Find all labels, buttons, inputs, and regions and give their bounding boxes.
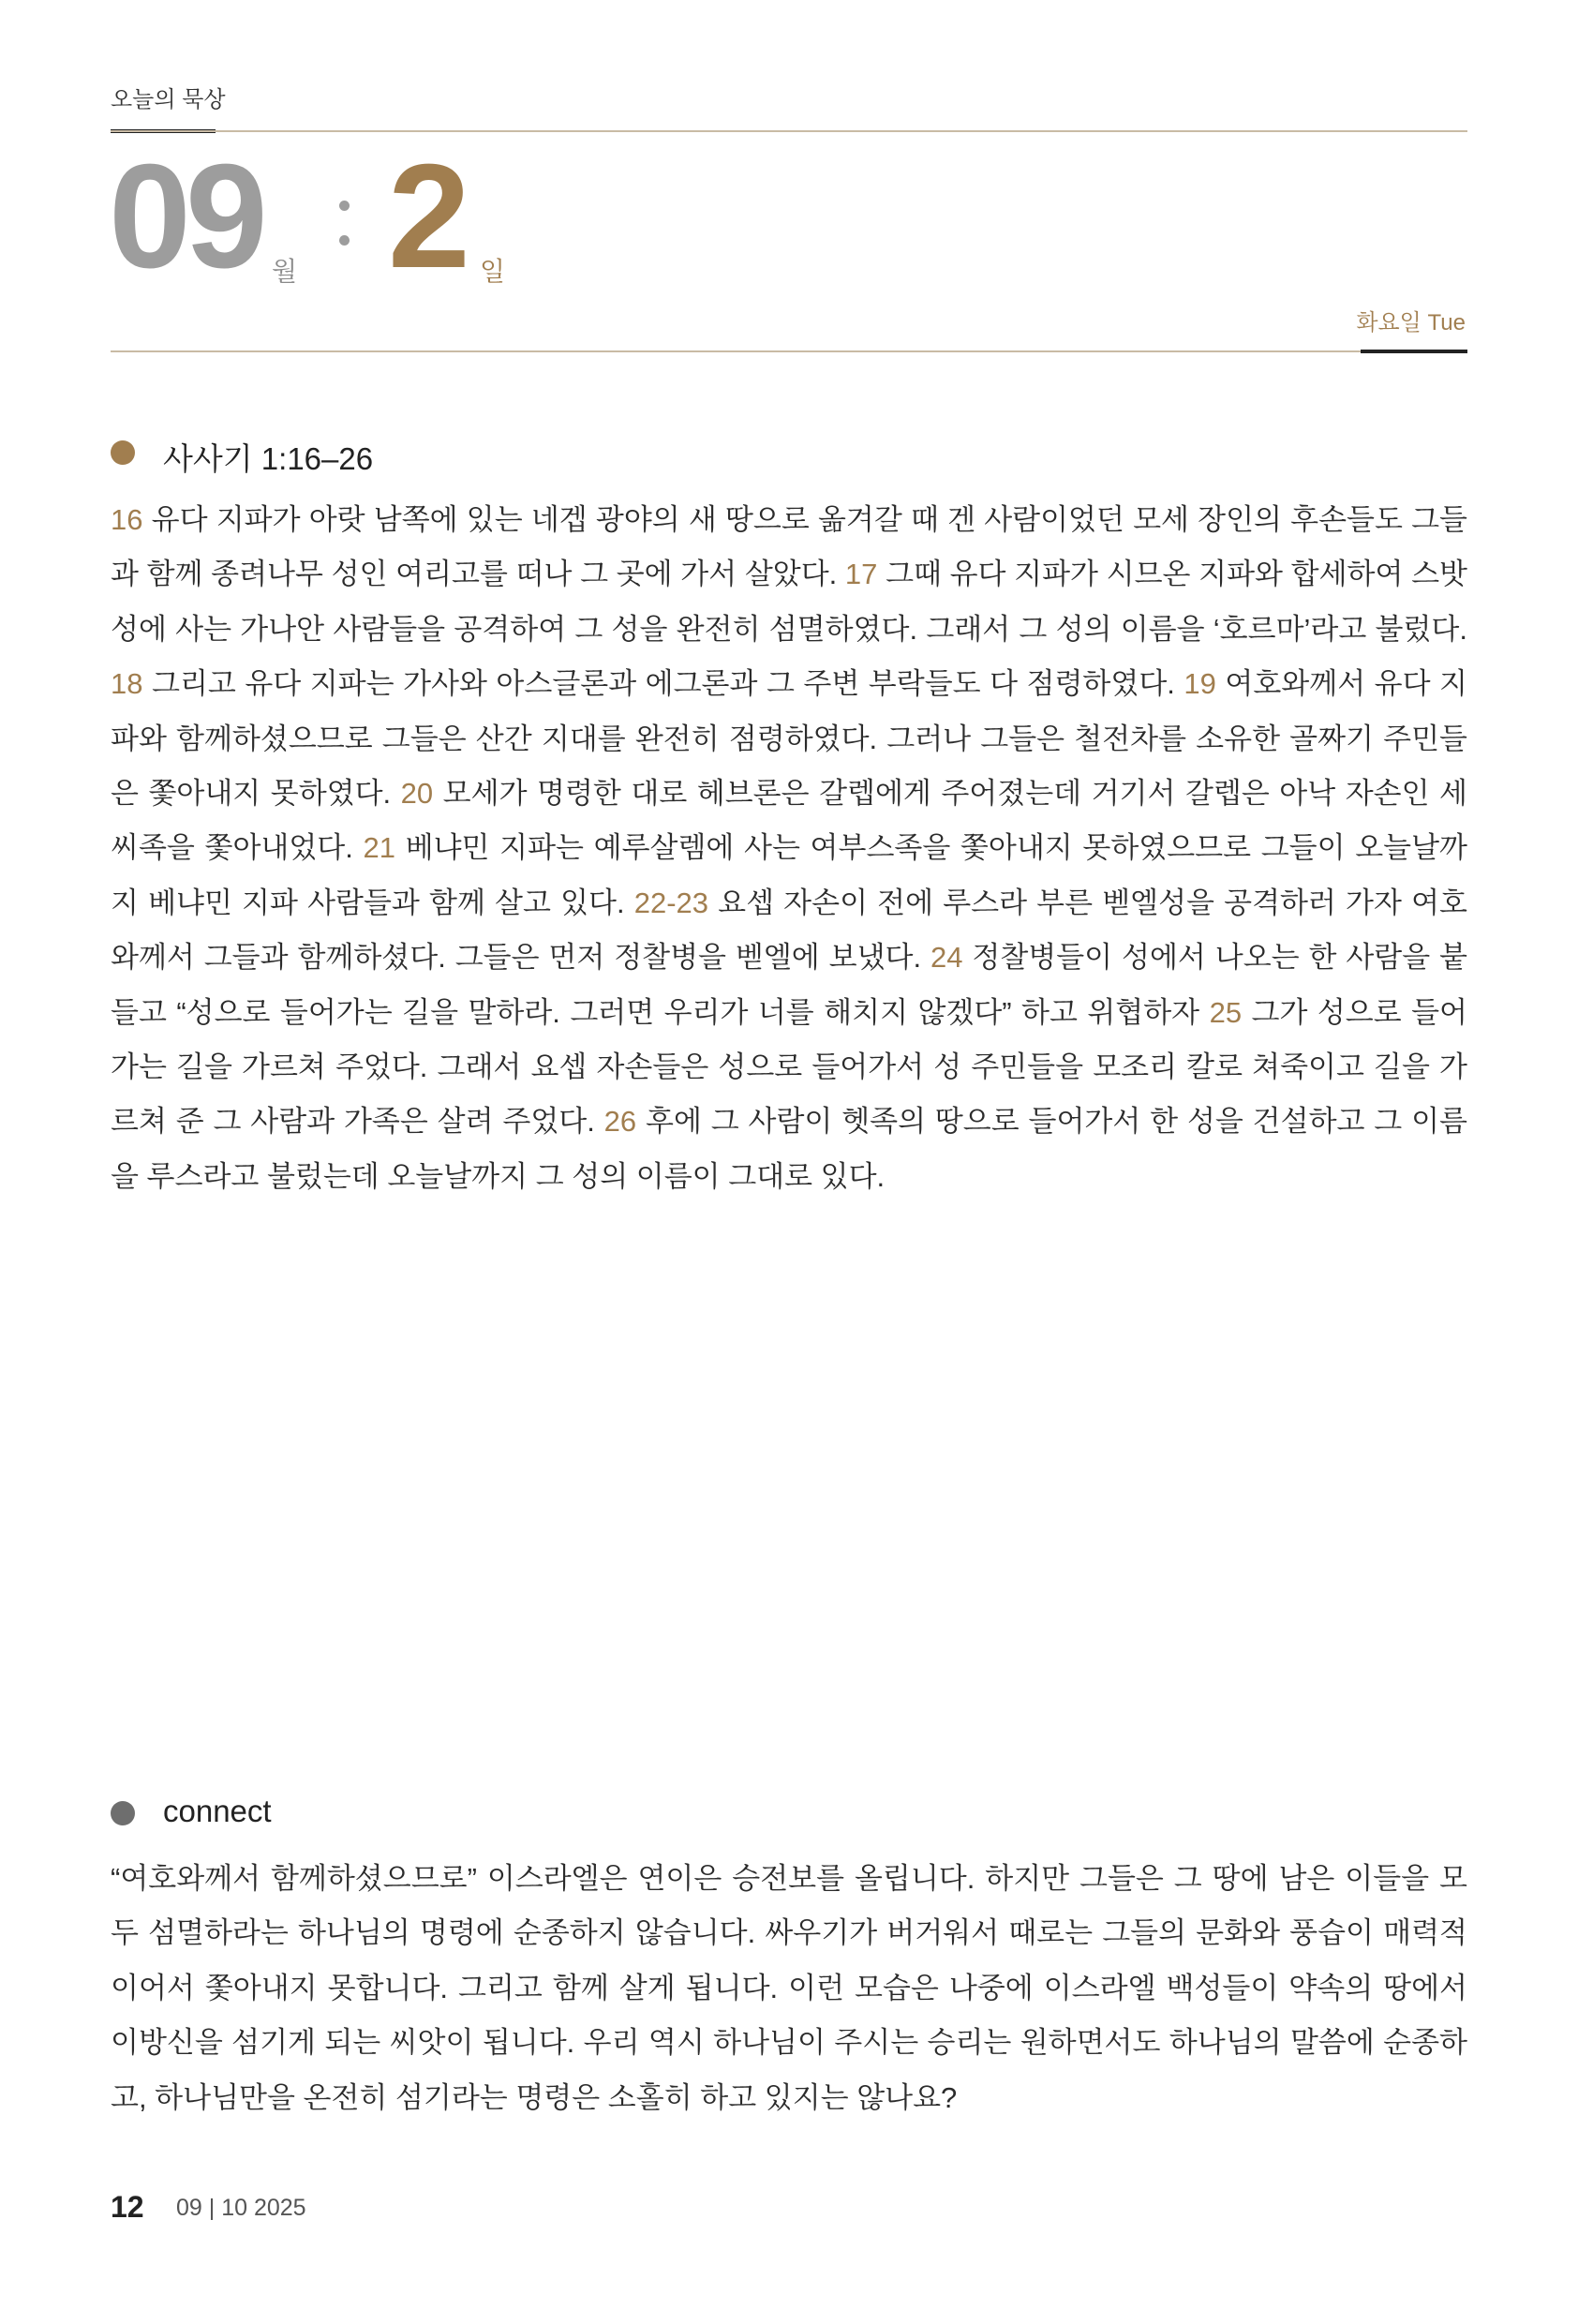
weekday-underline bbox=[1361, 350, 1467, 353]
month-unit: 월 bbox=[272, 257, 298, 286]
header-top-rule bbox=[111, 130, 1467, 132]
scripture-reference: 사사기 1:16–26 bbox=[163, 441, 374, 476]
connect-body: “여호와께서 함께하셨으므로” 이스라엘은 연이은 승전보를 올립니다. 하지만 그들은 그 땅에 남은 이들을 모두 섬멸하라는 하나님의 명령에 순종하지 않습니다. 싸우기가 버거워서 때로는 그들의 문화와 풍습이 매력적이어서 쫓아내지 못합니다. 그리고 함께 살게 됩니다. 이런 모습은 나중에 이스라엘 백성들이 약속의 땅에서 이방신을 섬기게 되는 씨앗이 됩니다. 우리 역시 하나님이 주시는 승리는 원하면서도 하나님의 말씀에 순종하고, 하나님만을 온전히 섬기라는 명령은 소홀히 하고 있지는 않나요? bbox=[111, 1862, 1467, 2114]
verse-number: 26 bbox=[603, 1105, 637, 1139]
date-separator-colon bbox=[339, 201, 350, 270]
connect-bullet-icon bbox=[111, 1801, 135, 1825]
scripture-bullet-icon bbox=[111, 440, 135, 465]
month-number: 09 bbox=[109, 134, 262, 299]
weekday-label: 화요일 Tue bbox=[1356, 310, 1466, 335]
scripture-text bbox=[111, 493, 1467, 1204]
page-number: 12 bbox=[111, 2190, 144, 2224]
verse-number: 19 bbox=[1184, 667, 1216, 701]
verse-number: 22-23 bbox=[633, 886, 709, 919]
verse-number: 25 bbox=[1209, 995, 1243, 1029]
verse-text: 유다 지파가 아랏 남쪽에 있는 네겝 광야의 새 땅으로 옮겨갈 때 겐 사람이었던 모세 장인의 후손들도 그들과 함께 종려나무 성인 여리고를 떠나 그 곳에 가서 살았다. bbox=[111, 503, 1467, 591]
verse-text: 그리고 유다 지파는 가사와 아스글론과 에그론과 그 주변 부락들도 다 점령하였다. bbox=[152, 667, 1175, 701]
verse-text: 정찰병들이 성에서 나오는 한 사람을 붙들고 “성으로 들어가는 길을 말하라. 그러면 우리가 너를 해치지 않겠다” 하고 위협하자 bbox=[111, 941, 1468, 1029]
verse-number: 24 bbox=[930, 941, 963, 975]
verse-number: 21 bbox=[363, 831, 395, 865]
day-unit: 일 bbox=[480, 257, 506, 286]
verse-text: 베냐민 지파는 예루살렘에 사는 여부스족을 쫓아내지 못하였으므로 그들이 오늘날까지 베냐민 지파 사람들과 함께 살고 있다. bbox=[111, 831, 1467, 919]
verse-text: 그때 유다 지파가 시므온 지파와 합세하여 스밧성에 사는 가나안 사람들을 공격하여 그 성을 완전히 섬멸하였다. 그래서 그 성의 이름을 ‘호르마’라고 불렀다. bbox=[111, 558, 1467, 646]
verse-text: 여호와께서 유다 지파와 함께하셨으므로 그들은 산간 지대를 완전히 점령하였다. 그러나 그들은 철전차를 소유한 골짜기 주민들은 쫓아내지 못하였다. bbox=[111, 667, 1467, 811]
issue-label: 09 | 10 2025 bbox=[176, 2195, 306, 2221]
day-number: 2 bbox=[388, 134, 470, 299]
verse-number: 18 bbox=[111, 667, 143, 701]
verse-text: 요셉 자손이 전에 루스라 부른 벧엘성을 공격하러 가자 여호와께서 그들과 함께하셨다. 그들은 먼저 정찰병을 벧엘에 보냈다. bbox=[111, 886, 1467, 975]
verse-number: 20 bbox=[400, 777, 434, 811]
verse-text: 후에 그 사람이 헷족의 땅으로 들어가서 한 성을 건설하고 그 이름을 루스라고 불렀는데 오늘날까지 그 성의 이름이 그대로 있다. bbox=[111, 1105, 1467, 1193]
header-bottom-rule bbox=[111, 350, 1467, 352]
verse-number: 17 bbox=[844, 558, 878, 591]
verse-number: 16 bbox=[111, 503, 143, 536]
section-label: 오늘의 묵상 bbox=[111, 87, 226, 112]
verse-text: 모세가 명령한 대로 헤브론은 갈렙에게 주어졌는데 거기서 갈렙은 아낙 자손인 세 씨족을 쫓아내었다. bbox=[111, 777, 1467, 865]
connect-heading: connect bbox=[163, 1794, 272, 1828]
verse-text: 그가 성으로 들어가는 길을 가르쳐 주었다. 그래서 요셉 자손들은 성으로 들어가서 성 주민들을 모조리 칼로 쳐죽이고 길을 가르쳐 준 그 사람과 가족은 살려 주었다. bbox=[111, 995, 1467, 1139]
